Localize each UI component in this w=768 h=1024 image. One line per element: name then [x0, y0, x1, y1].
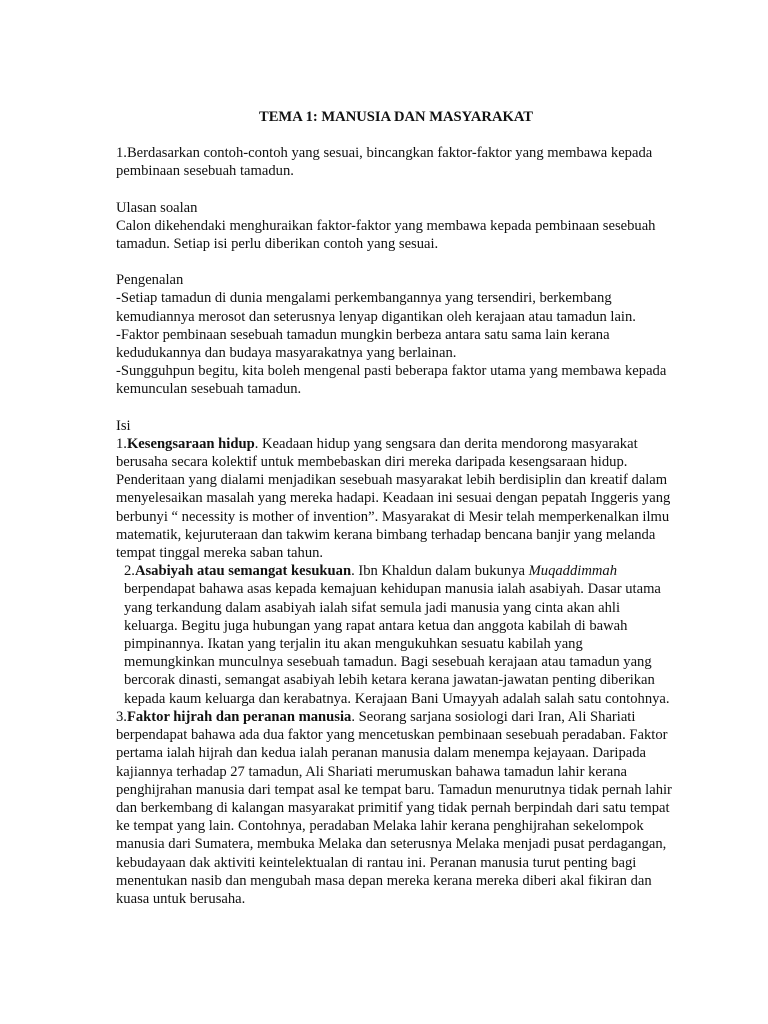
- isi-point-number: 2.: [124, 563, 135, 580]
- isi-heading: Isi: [116, 417, 131, 434]
- pengenalan-point: -Setiap tamadun di dunia mengalami perkembangannya yang tersendiri, berkembang kemudiannya merosot dan seterusnya lenyap digantikan oleh kerajaan atau tamadun lain.: [116, 290, 636, 325]
- isi-point-text: . Keadaan hidup yang sengsara dan derita mendorong masyarakat berusaha secara kolektif untuk membebaskan diri mereka daripada kesengsaraan hidup. Penderitaan yang dialami menjadikan sesebuah masyarakat lebih berdisiplin dan kreatif dalam menyelesaikan masalah yang mereka hadapi. Keadaan ini sesuai dengan pepatah Inggeris yang berbunyi “ necessity is mother of invention”. Masyarakat di Mesir telah memperkenalkan ilmu matematik, kejuruteraan dan takwim kerana bimbang terhadap bencana banjir yang melanda tempat tinggal mereka saban tahun.: [116, 435, 671, 562]
- isi-point-text: berpendapat bahawa asas kepada kemajuan kehidupan manusia ialah asabiyah. Dasar utama yang terkandung dalam asabiyah ialah sifat semula jadi manusia yang cinta akan ahli keluarga. Begitu juga hubungan yang rapat antara ketua dan anggota kabilah di bawah pimpinannya. Ikatan yang terjalin itu akan mengukuhkan sesuatu kabilah yang memungkinkan munculnya sesebuah tamadun. Bagi sesebuah kerajaan atau tamadun yang bercorak dinasti, semangat asabiyah lebih ketara kerana jawatan-jawatan penting diberikan kepada kaum keluarga dan kerabatnya. Kerajaan Bani Umayyah adalah salah satu contohnya.: [124, 581, 670, 707]
- document-title: TEMA 1: MANUSIA DAN MASYARAKAT: [258, 109, 534, 125]
- isi-point-1: [116, 435, 676, 562]
- ulasan-text: Calon dikehendaki menghuraikan faktor-faktor yang membawa kepada pembinaan sesebuah tamadun. Setiap isi perlu diberikan contoh yang sesuai.: [116, 217, 656, 253]
- isi-point-term: Kesengsaraan hidup: [126, 435, 255, 452]
- isi-point-term: Asabiyah atau semangat kesukuan: [134, 563, 352, 580]
- isi-point-text: . Seorang sarjana sosiologi dari Iran, Ali Shariati berpendapat bahawa ada dua faktor yang mencetuskan pembinaan sesebuah peradaban. Faktor pertama ialah hijrah dan kedua ialah peranan manusia dalam menempa kejayaan. Daripada kajiannya terhadap 27 tamadun, Ali Shariati merumuskan bahawa tamadun lahir kerana penghijrahan manusia dari tempat asal ke tempat baru. Tamadun menurutnya tidak pernah lahir dan berkembang di kalangan masyarakat primitif yang tidak pernah berpindah dari satu tempat ke tempat yang lain. Contohnya, peradaban Melaka lahir kerana penghijrahan sekelompok manusia dari Sumatera, membuka Melaka dan seterusnya Melaka menjadi pusat perdagangan, kebudayaan dak aktiviti keintelektualan di rantau ini. Peranan manusia turut penting bagi menentukan nasib dan mengubah masa depan mereka kerana mereka diberi akal fikiran dan kuasa untuk berusaha.: [116, 708, 672, 907]
- book-title: Muqaddimmah: [528, 563, 617, 580]
- isi-point-text: . Ibn Khaldun dalam bukunya: [351, 563, 529, 580]
- pengenalan-point: -Faktor pembinaan sesebuah tamadun mungkin berbeza antara satu sama lain kerana kedudukannya dan budaya masyarakatnya yang berlainan.: [116, 326, 610, 362]
- isi-point-3: [116, 708, 676, 908]
- pengenalan-heading: Pengenalan: [116, 272, 184, 289]
- document-page: [116, 108, 676, 908]
- isi-point-2: [116, 562, 676, 708]
- isi-point-term: Faktor hijrah dan peranan manusia: [126, 708, 352, 725]
- ulasan-heading: Ulasan soalan: [116, 199, 198, 216]
- isi-point-number: 3.: [116, 708, 127, 725]
- isi-point-number: 1.: [116, 435, 127, 452]
- pengenalan-point: -Sungguhpun begitu, kita boleh mengenal pasti beberapa faktor utama yang membawa kepada kemunculan sesebuah tamadun.: [116, 363, 667, 398]
- question-text: 1.Berdasarkan contoh-contoh yang sesuai, bincangkan faktor-faktor yang membawa kepada pembinaan sesebuah tamadun.: [116, 145, 653, 180]
